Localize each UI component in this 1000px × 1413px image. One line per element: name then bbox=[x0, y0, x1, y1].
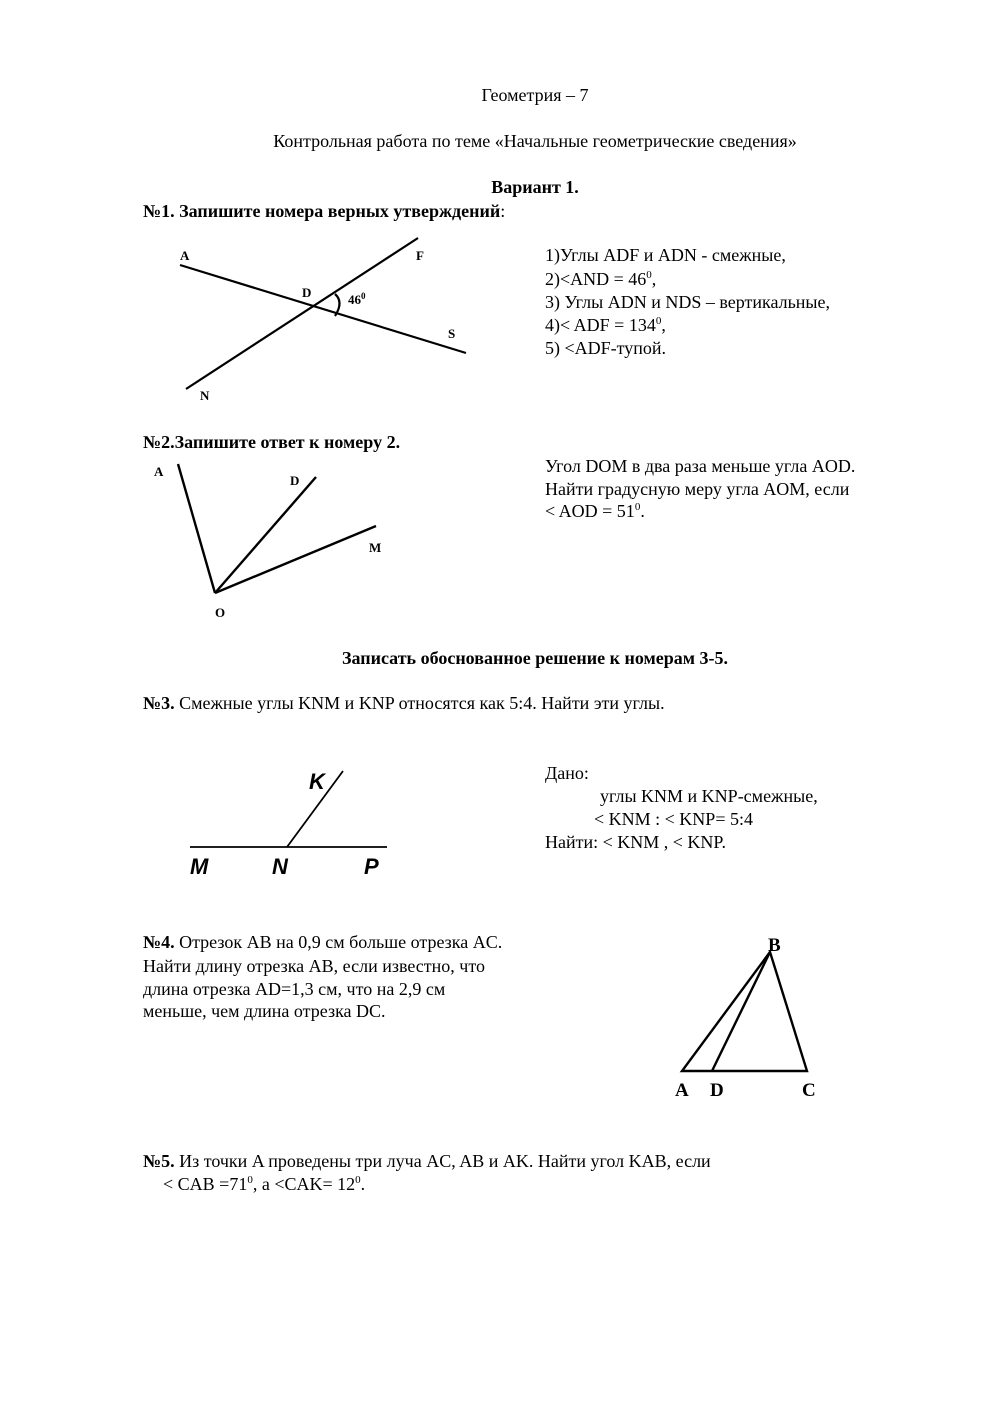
task3-statement: №3. Смежные углы KNM и KNP относятся как 5:4. Найти эти углы. bbox=[143, 693, 665, 713]
statement-4: 4)< ADF = $134^0$, bbox=[545, 315, 666, 335]
point-M-label: M bbox=[369, 540, 382, 555]
task4-line-3: длина отрезка AD=1,3 см, что на 2,9 см bbox=[143, 979, 446, 999]
point-A-label: A bbox=[154, 464, 164, 479]
angle-46-label: $46^0$ bbox=[348, 291, 366, 307]
point-B-label: B bbox=[768, 935, 781, 956]
point-K-label: K bbox=[309, 769, 325, 794]
point-D-label: D bbox=[302, 285, 312, 300]
segment-BD bbox=[712, 952, 770, 1071]
point-D-label: D bbox=[290, 473, 300, 488]
statement-5: 5) <ADF-тупой. bbox=[545, 338, 667, 358]
triangle-ABC bbox=[682, 952, 807, 1071]
task4-line-1: №4. Отрезок AB на 0,9 см больше отрезка AC. bbox=[143, 932, 503, 952]
point-N-label: N bbox=[200, 388, 210, 403]
task2-line-1: Угол DOM в два раза меньше угла AOD. bbox=[545, 456, 856, 476]
point-M-label: M bbox=[190, 854, 209, 879]
point-S-label: S bbox=[448, 326, 456, 341]
point-O-label: O bbox=[215, 605, 226, 620]
variant-heading: Вариант 1. bbox=[491, 177, 579, 197]
statement-3: 3) Углы ADN и NDS – вертикальные, bbox=[545, 292, 831, 312]
task4-line-4: меньше, чем длина отрезка DC. bbox=[143, 1001, 386, 1021]
task5-statement: №5. Из точки A проведены три луча AC, AB и AK. Найти угол KAB, если bbox=[143, 1151, 711, 1171]
subject-title: Геометрия – 7 bbox=[481, 85, 589, 105]
point-A-label: A bbox=[180, 248, 190, 263]
task2-heading: №2.Запишите ответ к номеру 2. bbox=[143, 432, 401, 452]
task3-given-line-1: углы KNM и KNP-смежные, bbox=[600, 786, 818, 806]
statement-1: 1)Углы ADF и ADN - смежные, bbox=[545, 245, 786, 265]
statement-2: $2)<AND = 46^0$, bbox=[545, 269, 657, 289]
task5-conditions: < CAB $=71^0$, $а <CAK= 12^0$. bbox=[163, 1174, 366, 1194]
task4-line-2: Найти длину отрезка AB, если известно, что bbox=[143, 956, 485, 976]
task3-given-label: Дано: bbox=[545, 763, 589, 783]
section-heading: Записать обоснованное решение к номерам 3-5. bbox=[341, 648, 729, 668]
point-A-label: A bbox=[675, 1080, 689, 1101]
task1-heading: №1. Запишите номера верных утверждений: bbox=[143, 201, 506, 221]
point-D-label: D bbox=[710, 1080, 724, 1101]
task3-find: Найти: < KNM , < KNP. bbox=[545, 832, 726, 852]
point-N-label: N bbox=[272, 854, 288, 879]
document-title: Контрольная работа по теме «Начальные геометрические сведения» bbox=[273, 131, 797, 151]
point-F-label: F bbox=[416, 248, 424, 263]
point-C-label: C bbox=[802, 1080, 816, 1101]
task2-given: < AOD = $51^0$. bbox=[545, 501, 645, 521]
point-P-label: P bbox=[364, 854, 379, 879]
task2-line-2: Найти градусную меру угла AOM, если bbox=[545, 479, 850, 499]
task3-given-line-2: < KNM : < KNP= 5:4 bbox=[594, 809, 753, 829]
